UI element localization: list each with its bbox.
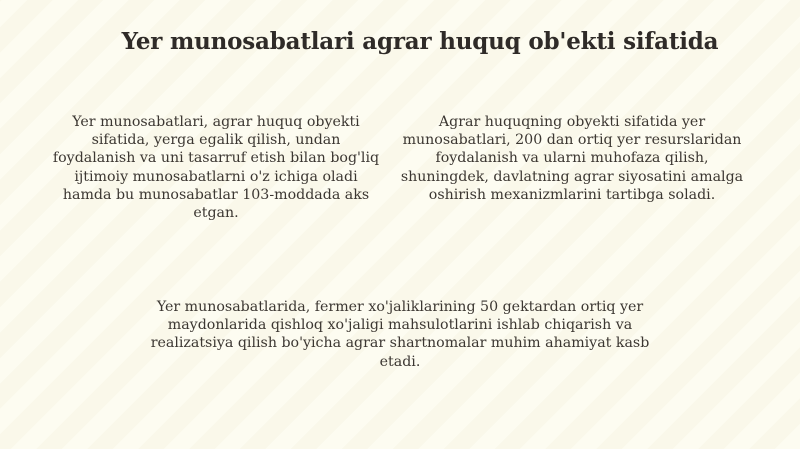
text-block-right: Agrar huquqning obyekti sifatida yer munosabatlari, 200 dan ortiq yer resurslaridan foydalanish va ularni muhofaza qilish, shuningdek, davlatning agrar siyosatini amalga oshirish mexanizmlarini tartibga soladi.	[400, 114, 744, 203]
slide-title: Yer munosabatlari agrar huquq ob'ekti sifatida	[121, 28, 719, 55]
text-block-left: Yer munosabatlari, agrar huquq obyekti sifatida, yerga egalik qilish, undan foydalanish va uni tasarruf etish bilan bog'liq ijtimoiy munosabatlarni o'z ichiga oladi hamda bu munosabatlar 103-moddada aks etgan.	[52, 114, 380, 222]
text-block-bottom: Yer munosabatlarida, fermer xo'jaliklarining 50 gektardan ortiq yer maydonlarida qishloq xo'jaligi mahsulotlarini ishlab chiqarish va realizatsiya qilish bo'yicha agrar shartnomalar muhim ahamiyat kasb etadi.	[150, 299, 650, 370]
